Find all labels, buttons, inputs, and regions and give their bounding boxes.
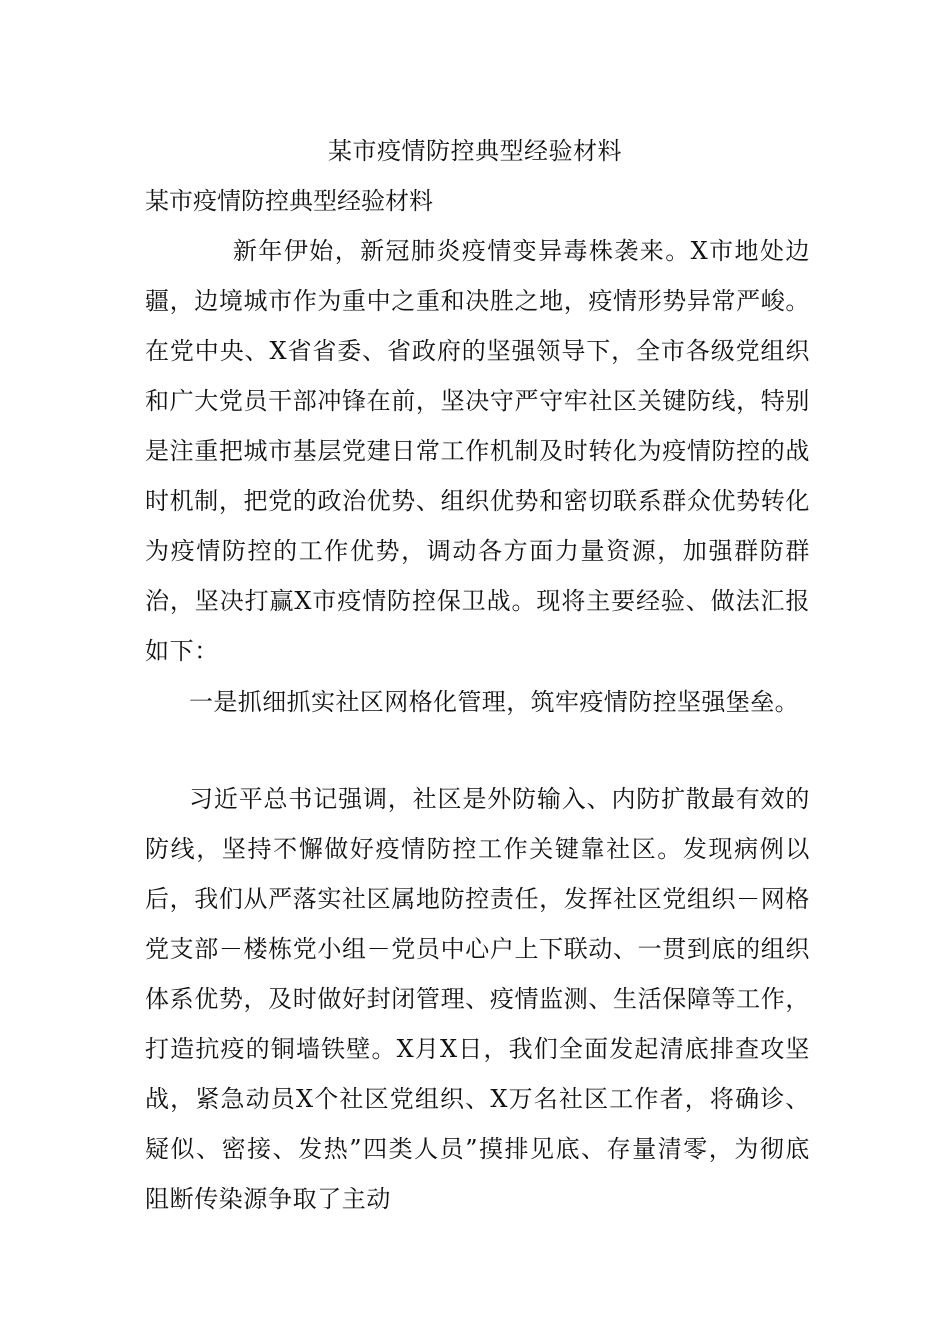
document-title: 某市疫情防控典型经验材料 (328, 137, 622, 165)
paragraph-community: 习近平总书记强调，社区是外防输入、内防扩散最有效的防线，坚持不懈做好疫情防控工作关键靠社区。发现病例以后，我们从严落实社区属地防控责任，发挥社区党组织－网格党支部－楼栋党小组－党员中心户上下联动、一贯到底的组织体系优势，及时做好封闭管理、疫情监测、生活保障等工作，打造抗疫的铜墙铁壁。X月X日，我们全面发起清底排查攻坚战，紧急动员X个社区党组织、X万名社区工作者，将确诊、疑似、密接、发热”四类人员”摸排见底、存量清零，为彻底阻断传染源争取了主动 (145, 785, 810, 1213)
section-heading-1: 一是抓细抓实社区网格化管理，筑牢疫情防控坚强堡垒。 (189, 688, 799, 716)
document-subtitle: 某市疫情防控典型经验材料 (145, 187, 433, 215)
paragraph-intro: 新年伊始，新冠肺炎疫情变异毒株袭来。X市地处边疆，边境城市作为重中之重和决胜之地，疫情形势异常严峻。在党中央、X省省委、省政府的坚强领导下，全市各级党组织和广大党员干部冲锋在前，坚决守严守牢社区关键防线，特别是注重把城市基层党建日常工作机制及时转化为疫情防控的战时机制，把党的政治优势、组织优势和密切联系群众优势转化为疫情防控的工作优势，调动各方面力量资源，加强群防群治，坚决打赢X市疫情防控保卫战。现将主要经验、做法汇报如下： (145, 237, 810, 665)
